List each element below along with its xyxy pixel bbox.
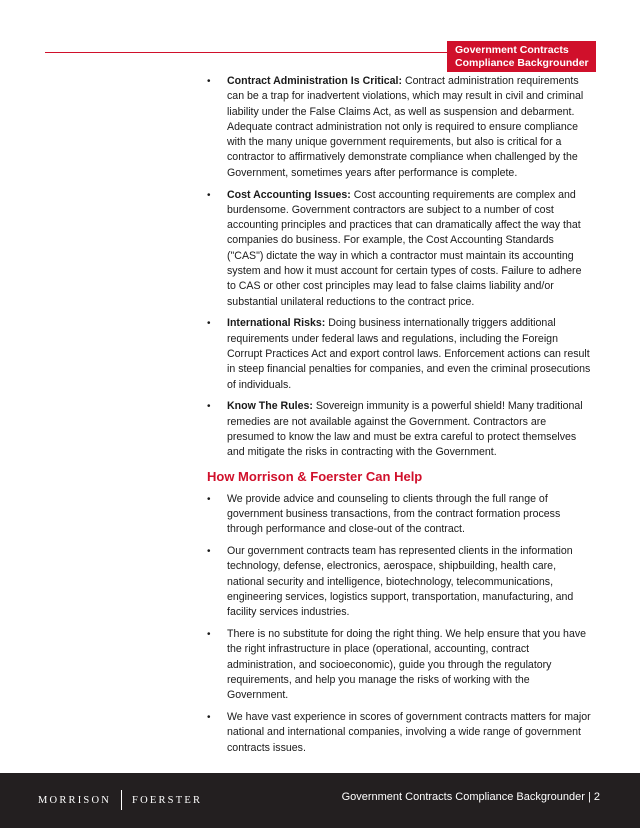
logo-right-text: FOERSTER — [132, 794, 203, 806]
header-rule — [45, 52, 450, 53]
section-title: How Morrison & Foerster Can Help — [207, 468, 423, 484]
list-item — [207, 188, 592, 310]
bullet-icon: • — [207, 546, 211, 558]
header-tab — [447, 41, 596, 72]
bullet-icon: • — [207, 711, 211, 723]
logo-divider — [121, 790, 122, 810]
list-item — [207, 399, 592, 460]
logo-left-text: MORRISON — [38, 794, 112, 806]
bullet-title: Know The Rules: — [227, 400, 313, 413]
bullet-icon: • — [207, 318, 211, 330]
list-item — [207, 710, 592, 756]
bullet-title: International Risks: — [227, 317, 326, 330]
bullet-text: Doing business internationally triggers additional requirements under federal laws and regulations, including the Foreign Corrupt Practices Act and export control laws. Enforcement actions can result in steep financial penalties for companies, and even the criminal prosecutions of individuals. — [227, 317, 591, 391]
list-item — [207, 316, 592, 392]
bullet-icon: • — [207, 401, 211, 413]
bullet-title: Cost Accounting Issues: — [227, 188, 351, 201]
bullet-icon: • — [207, 76, 211, 87]
bullet-text: We provide advice and counseling to clients through the full range of government business transactions, from the contract formation process through performance and close-out of the contract. — [227, 492, 561, 536]
list-item — [207, 492, 592, 538]
list-item — [207, 627, 592, 703]
bullet-text: Our government contracts team has represented clients in the information technology, defense, electronics, aerospace, shipbuilding, health care, national security and intelligence, biotechnology, telecommunications, engineering services, logistics support, transportation, manufacturing, and facility services industries. — [227, 545, 574, 619]
header-tab-line2: Compliance Backgrounder — [455, 57, 589, 69]
header-tab-line1: Government Contracts — [455, 44, 569, 56]
list-item — [207, 74, 592, 181]
bullet-icon: • — [207, 189, 211, 201]
footer-page-label: Government Contracts Compliance Backgrounder | 2 — [341, 791, 600, 803]
bullet-text: We have vast experience in scores of government contracts matters for major national and international companies, involving a wide range of government contracts issues. — [227, 710, 591, 754]
bullet-text: There is no substitute for doing the right thing. We help ensure that you have the right infrastructure in place (operational, accounting, contract administration, and socioeconomic), guide you through the regulatory requirements, and help you manage the risks of working with the Government. — [227, 628, 587, 702]
risk-bullet-list — [207, 74, 592, 461]
bullet-text: Sovereign immunity is a powerful shield! Many traditional remedies are not available against the Government. Contractors are presumed to know the law and must be extra careful to protect themselves and mitigate the risks in contracting with the Government. — [227, 400, 583, 459]
bullet-text: Cost accounting requirements are complex and burdensome. Government contractors are subject to a number of cost accounting principles and practices that can dramatically affect the way that companies do business. For example, the Cost Accounting Standards ("CAS") dictate the way in which a contractor must maintain its accounting system and how it must account for certain types of costs. Failure to adhere to CAS or other cost principles may lead to false claims liability and/or substantial unilateral reductions to the contract price. — [227, 188, 582, 308]
bullet-icon: • — [207, 629, 211, 640]
help-bullet-list — [207, 492, 592, 756]
bullet-text: Contract administration requirements can be a trap for inadvertent violations, which may result in civil and criminal liability under the False Claims Act, as well as suspension and debarment. Adequate contract administration not only is required to ensure compliance with the many unique government requirements, but also is critical for a contractor to affirmatively demonstrate compliance when challenged by the Government, sometimes years after performance is complete. — [227, 75, 584, 179]
bullet-icon: • — [207, 493, 211, 505]
bullet-title: Contract Administration Is Critical: — [227, 75, 403, 87]
list-item — [207, 544, 592, 620]
main-content — [207, 74, 592, 762]
company-logo — [38, 790, 202, 810]
